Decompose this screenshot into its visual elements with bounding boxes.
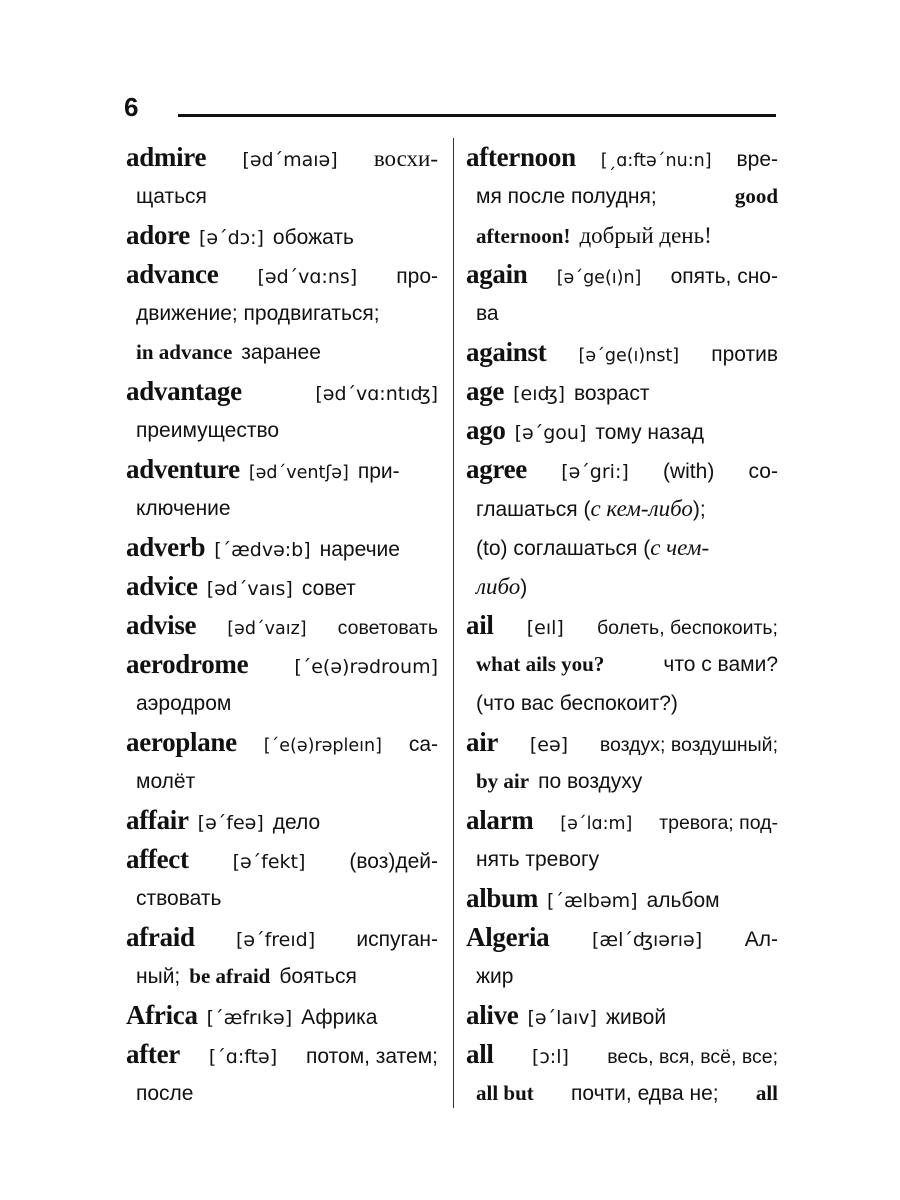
translation: живой	[605, 1006, 667, 1029]
translation-group	[476, 489, 706, 529]
entry-line	[126, 216, 438, 255]
entry-line	[126, 918, 438, 957]
entry-line	[466, 879, 778, 918]
headword: adventure	[126, 454, 240, 484]
headword: advise	[126, 610, 197, 640]
entry-line	[466, 1074, 778, 1113]
headword: Algeria	[466, 922, 550, 952]
translation: наречие	[319, 538, 400, 561]
transcription: [əˊdɔ:]	[199, 227, 264, 249]
entry-line	[126, 1035, 438, 1074]
right-column	[466, 138, 778, 1113]
transcription: [əˊgou]	[514, 422, 587, 444]
translation: аэродром	[136, 692, 232, 715]
headword: adore	[126, 220, 190, 250]
transcription: [ədˊmaıə]	[242, 149, 338, 171]
entry-line	[466, 918, 778, 957]
header-rule	[178, 114, 776, 117]
phrase: all	[755, 1081, 778, 1105]
transcription: [əˊfekt]	[232, 851, 306, 873]
headword: alive	[466, 1000, 519, 1030]
translation: болеть, беспокоить;	[596, 617, 778, 639]
translation: ключение	[136, 497, 231, 520]
translation: после	[136, 1082, 194, 1105]
entry-line	[466, 801, 778, 840]
headword: afraid	[126, 922, 195, 952]
entry-line	[466, 996, 778, 1035]
translation: тому назад	[595, 421, 705, 444]
entry-line	[466, 645, 778, 684]
entry-line	[466, 762, 778, 801]
entry-line	[126, 138, 438, 177]
entry-line	[126, 606, 438, 645]
translation: совет	[301, 577, 356, 600]
entry-line	[466, 606, 778, 645]
translation: вре-	[736, 148, 778, 171]
translation: опять, сно-	[670, 265, 778, 288]
headword: afternoon	[466, 142, 576, 172]
headword: adverb	[126, 532, 206, 562]
headword: ago	[466, 415, 506, 445]
entry-line	[466, 684, 778, 723]
translation: добрый день!	[579, 223, 712, 248]
phrase: afternoon!	[476, 224, 571, 248]
translation: что с вами?	[663, 653, 778, 676]
translation: обожать	[272, 226, 354, 249]
entry-line	[126, 957, 438, 996]
translation: );	[692, 498, 706, 521]
transcription: [eıl]	[526, 617, 564, 639]
translation: (воз)дей-	[349, 850, 438, 873]
translation: заранее	[241, 341, 321, 364]
translation: (что вас беспокоит?)	[476, 692, 678, 715]
translation: бояться	[279, 965, 357, 988]
transcription: [ədˊvɑ:ns]	[257, 266, 358, 288]
usage-note: либо	[476, 574, 521, 599]
entry-line	[126, 528, 438, 567]
entry-line	[466, 138, 778, 177]
translation: при-	[357, 460, 400, 483]
transcription: [əˊlaıv]	[527, 1007, 597, 1029]
page-number: 6	[124, 92, 139, 122]
entry-line	[126, 684, 438, 723]
transcription: [əˊfeə]	[197, 812, 264, 834]
entry-line	[126, 489, 438, 528]
translation: (with)	[662, 460, 715, 483]
headword: ail	[466, 610, 494, 640]
entry-line	[126, 645, 438, 684]
entry-line	[466, 255, 778, 294]
column-divider	[453, 138, 454, 1108]
translation: )	[520, 576, 528, 599]
translation: Африка	[301, 1006, 378, 1029]
entry-line	[466, 333, 778, 372]
entry-line	[126, 723, 438, 762]
headword: after	[126, 1039, 180, 1069]
translation: советовать	[337, 617, 438, 639]
headword: alarm	[466, 805, 534, 835]
phrase: what ails you?	[476, 652, 605, 676]
translation: ствовать	[136, 887, 222, 910]
transcription: [ədˊvaız]	[227, 619, 307, 639]
entry-line	[466, 957, 778, 996]
translation: со-	[748, 460, 778, 483]
entry-line	[466, 216, 778, 255]
headword: against	[466, 337, 547, 367]
entry-line	[466, 840, 778, 879]
translation: са-	[408, 733, 438, 756]
translation-group	[476, 567, 527, 607]
transcription: [eıʤ]	[513, 383, 565, 405]
translation: испуган-	[356, 928, 438, 951]
translation: щаться	[136, 185, 207, 208]
translation: мя после полудня;	[476, 185, 657, 208]
translation: нять тревогу	[476, 848, 600, 871]
headword: advance	[126, 259, 219, 289]
headword: advantage	[126, 376, 242, 406]
entry-line	[126, 1074, 438, 1113]
headword: affair	[126, 805, 189, 835]
translation: преимущество	[136, 419, 280, 442]
headword: album	[466, 883, 539, 913]
entry-line	[466, 294, 778, 333]
entry-line	[126, 840, 438, 879]
entry-line	[466, 450, 778, 489]
entry-line	[126, 762, 438, 801]
headword: all	[466, 1039, 494, 1069]
headword: Africa	[126, 1000, 198, 1030]
headword: age	[466, 376, 505, 406]
transcription: [ədˊvaıs]	[206, 578, 293, 600]
entry-line	[466, 489, 778, 528]
transcription: [ˊe(ə)rəpleın]	[263, 736, 382, 756]
translation: молёт	[136, 770, 196, 793]
transcription: [əˊge(ı)n]	[556, 268, 642, 288]
entry-line	[466, 567, 778, 606]
transcription: [əˊgri:]	[561, 461, 629, 483]
transcription: [eə]	[529, 734, 569, 756]
transcription: [ˊe(ə)rədroum]	[294, 656, 438, 678]
translation: глашаться (	[476, 498, 591, 521]
entry-line	[126, 996, 438, 1035]
entry-line	[126, 372, 438, 411]
entry-line	[466, 1035, 778, 1074]
phrase: good	[734, 184, 778, 208]
translation: жир	[476, 965, 514, 988]
transcription: [əˊlɑ:m]	[560, 814, 633, 834]
translation: Ал-	[744, 928, 778, 951]
transcription: [əˊge(ı)nst]	[578, 346, 680, 366]
usage-note: с кем-либо	[590, 496, 693, 521]
translation: весь, вся, всё, все;	[607, 1046, 778, 1068]
headword: affect	[126, 844, 189, 874]
entry-line	[126, 177, 438, 216]
translation: дело	[272, 811, 321, 834]
transcription: [ˊɑ:ftə]	[208, 1046, 278, 1068]
entry-line	[126, 567, 438, 606]
entry-line	[126, 294, 438, 333]
translation: ный;	[136, 965, 181, 988]
entry-line	[126, 333, 438, 372]
entry-line	[466, 372, 778, 411]
translation: потом, затем;	[306, 1045, 438, 1068]
translation: восхи-	[373, 146, 438, 171]
entry-line	[466, 723, 778, 762]
phrase: in advance	[136, 340, 233, 364]
left-column	[126, 138, 438, 1113]
transcription: [ədˊventʃə]	[248, 463, 349, 483]
entry-line	[466, 411, 778, 450]
transcription: [ɔ:l]	[531, 1046, 569, 1068]
transcription: [ˏɑ:ftəˊnu:n]	[600, 151, 712, 171]
translation: про-	[396, 265, 438, 288]
translation: по воздуху	[538, 770, 643, 793]
translation: движение; продвигаться;	[136, 302, 380, 325]
transcription: [ˊæfrıkə]	[206, 1007, 293, 1029]
translation: ва	[476, 302, 499, 325]
entry-line	[126, 801, 438, 840]
usage-note: с чем-	[650, 535, 710, 560]
transcription: [ˊælbəm]	[547, 890, 638, 912]
headword: admire	[126, 142, 207, 172]
entry-line	[126, 879, 438, 918]
headword: aeroplane	[126, 727, 237, 757]
transcription: [ˊædvə:b]	[214, 539, 311, 561]
translation: альбом	[646, 889, 720, 912]
entry-line	[466, 528, 778, 567]
phrase: by air	[476, 769, 530, 793]
translation: (to) соглашаться (	[476, 537, 651, 560]
entry-line	[126, 255, 438, 294]
entry-line	[126, 450, 438, 489]
headword: again	[466, 259, 528, 289]
transcription: [ælˊʤıərıə]	[592, 929, 703, 951]
translation-group	[476, 528, 709, 568]
entry-line	[126, 411, 438, 450]
translation: против	[711, 343, 778, 366]
phrase: all but	[476, 1081, 534, 1105]
translation: почти, едва не;	[571, 1082, 719, 1105]
headword: air	[466, 727, 499, 757]
translation: возраст	[573, 382, 650, 405]
headword: aerodrome	[126, 649, 249, 679]
transcription: [əˊfreıd]	[235, 929, 316, 951]
headword: agree	[466, 454, 527, 484]
headword: advice	[126, 571, 198, 601]
translation: воздух; воздушный;	[599, 734, 778, 756]
phrase: be afraid	[189, 964, 271, 988]
transcription: [ədˊvɑ:ntıʤ]	[315, 383, 438, 405]
entry-line	[466, 177, 778, 216]
translation: тревога; под-	[659, 812, 778, 834]
